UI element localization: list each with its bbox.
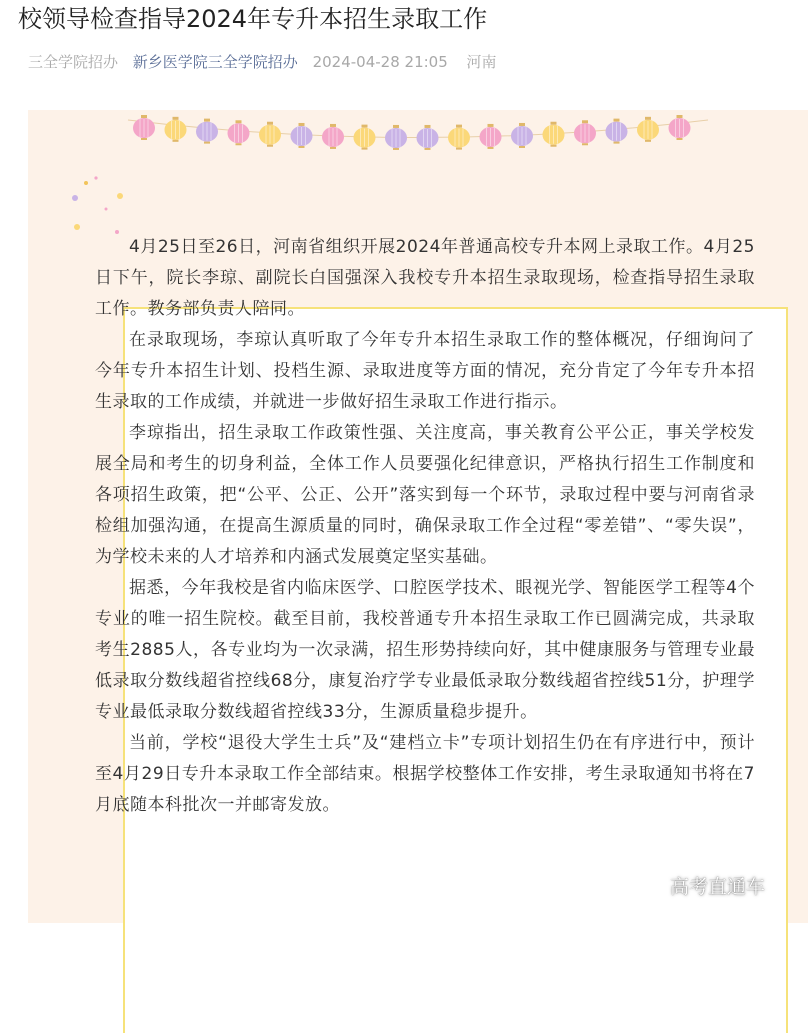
lantern-icon bbox=[669, 115, 691, 140]
source-label: 三全学院招办 bbox=[28, 53, 119, 71]
lantern-icon bbox=[574, 120, 596, 145]
paragraph: 在录取现场，李琼认真听取了今年专升本招生录取工作的整体概况，仔细询问了今年专升本招生计划、投档生源、录取进度等方面的情况，充分肯定了今年专升本招生录取的工作成绩，并就进一步做好招生录取工作进行指示。 bbox=[95, 330, 755, 412]
paragraph: 4月25日至26日，河南省组织开展2024年普通高校专升本网上录取工作。4月25日下午，院长李琼、副院长白国强深入我校专升本招生录取现场，检查指导招生录取工作。教务部负责人陪同。 bbox=[95, 237, 755, 319]
article-title: 校领导检查指导2024年专升本招生录取工作 bbox=[18, 5, 488, 33]
lantern-icon bbox=[637, 117, 659, 142]
lantern-icon bbox=[417, 125, 439, 150]
lantern-icon bbox=[480, 124, 502, 149]
paragraph: 据悉，今年我校是省内临床医学、口腔医学技术、眼视光学、智能医学工程等4个专业的唯一招生院校。截至目前，我校普通专升本招生录取工作已圆满完成，共录取考生2885人，各专业均为一次录满，招生形势持续向好，其中健康服务与管理专业最低录取分数线超省控线68分，康复治疗学专业最低录取分数线超省控线51分，护理学专业最低录取分数线超省控线33分，生源质量稳步提升。 bbox=[95, 578, 755, 722]
lantern-icon bbox=[228, 120, 250, 145]
article-meta bbox=[28, 51, 497, 73]
publish-location: 河南 bbox=[466, 53, 497, 71]
lantern-icon bbox=[133, 115, 155, 140]
paragraph: 当前，学校“退役大学生士兵”及“建档立卡”专项计划招生仍在有序进行中，预计至4月29日专升本录取工作全部结束。根据学校整体工作安排，考生录取通知书将在7月底随本科批次一并邮寄发放。 bbox=[95, 733, 755, 815]
lantern-icon bbox=[291, 123, 313, 148]
lantern-icon bbox=[606, 119, 628, 144]
lantern-icon bbox=[543, 122, 565, 147]
paragraph: 李琼指出，招生录取工作政策性强、关注度高，事关教育公平公正，事关学校发展全局和考生的切身利益，全体工作人员要强化纪律意识，严格执行招生工作制度和各项招生政策，把“公平、公正、公开”落实到每一个环节，录取过程中要与河南省录检组加强沟通，在提高生源质量的同时，确保录取工作全过程“零差错”、“零失误”，为学校未来的人才培养和内涵式发展奠定坚实基础。 bbox=[95, 423, 755, 567]
lantern-icon bbox=[322, 124, 344, 149]
account-link[interactable]: 新乡医学院三全学院招办 bbox=[132, 53, 298, 71]
sparkle-decoration bbox=[72, 176, 123, 234]
lantern-icon bbox=[385, 125, 407, 150]
lantern-icon bbox=[511, 123, 533, 148]
article-body bbox=[95, 232, 755, 821]
lantern-icon bbox=[448, 125, 470, 150]
lantern-icon bbox=[259, 122, 281, 147]
lantern-icon bbox=[165, 117, 187, 142]
publish-datetime: 2024-04-28 21:05 bbox=[312, 53, 448, 71]
lantern-icon bbox=[196, 119, 218, 144]
lantern-icon bbox=[354, 125, 376, 150]
watermark: 高考直通车 bbox=[670, 876, 766, 898]
